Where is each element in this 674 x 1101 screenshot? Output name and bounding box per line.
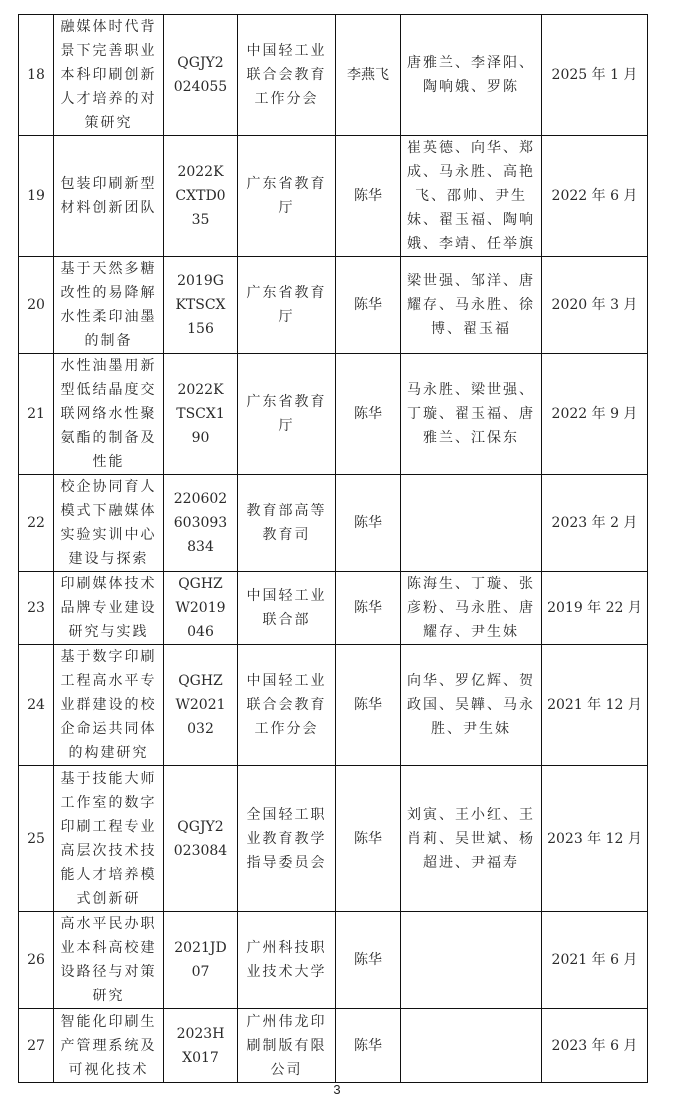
- project-date: 2022 年 9 月: [542, 354, 648, 475]
- project-title: 基于天然多糖改性的易降解水性柔印油墨的制备: [54, 257, 164, 354]
- project-title: 高水平民办职业本科高校建设路径与对策研究: [54, 912, 164, 1009]
- issuing-body: 中国轻工业联合部: [238, 572, 336, 645]
- row-number: 20: [19, 257, 54, 354]
- project-members: 向华、罗亿辉、贺政国、吴韡、马永胜、尹生妹: [401, 645, 542, 766]
- project-members: [401, 912, 542, 1009]
- project-code: QGHZW2019046: [164, 572, 238, 645]
- issuing-body: 教育部高等教育司: [238, 475, 336, 572]
- project-title: 校企协同育人模式下融媒体实验实训中心建设与探索: [54, 475, 164, 572]
- project-date: 2021 年 12 月: [542, 645, 648, 766]
- project-date: 2021 年 6 月: [542, 912, 648, 1009]
- issuing-body: 广州伟龙印刷制版有限公司: [238, 1009, 336, 1083]
- project-code: 2019GKTSCX156: [164, 257, 238, 354]
- project-code: 2021JD07: [164, 912, 238, 1009]
- project-members: 马永胜、梁世强、丁璇、翟玉福、唐雅兰、江保东: [401, 354, 542, 475]
- project-members: 刘寅、王小红、王肖莉、吴世斌、杨超进、尹福寿: [401, 766, 542, 912]
- row-number: 26: [19, 912, 54, 1009]
- project-leader: 陈华: [336, 354, 401, 475]
- project-leader: 陈华: [336, 136, 401, 257]
- table-row: [19, 15, 648, 136]
- table-row: [19, 572, 648, 645]
- row-number: 25: [19, 766, 54, 912]
- row-number: 23: [19, 572, 54, 645]
- project-title: 智能化印刷生产管理系统及可视化技术: [54, 1009, 164, 1083]
- project-title: 融媒体时代背景下完善职业本科印刷创新人才培养的对策研究: [54, 15, 164, 136]
- row-number: 21: [19, 354, 54, 475]
- issuing-body: 广州科技职业技术大学: [238, 912, 336, 1009]
- issuing-body: 广东省教育厅: [238, 257, 336, 354]
- project-date: 2023 年 12 月: [542, 766, 648, 912]
- row-number: 24: [19, 645, 54, 766]
- table-row: [19, 766, 648, 912]
- project-date: 2025 年 1 月: [542, 15, 648, 136]
- row-number: 22: [19, 475, 54, 572]
- project-date: 2020 年 3 月: [542, 257, 648, 354]
- project-leader: 陈华: [336, 766, 401, 912]
- table-row: [19, 354, 648, 475]
- project-date: 2019 年 22 月: [542, 572, 648, 645]
- project-members: 崔英德、向华、郑成、马永胜、高艳飞、邵帅、尹生妹、翟玉福、陶响娥、李靖、任举旗: [401, 136, 542, 257]
- project-table: [18, 14, 648, 1083]
- project-date: 2023 年 2 月: [542, 475, 648, 572]
- project-title: 水性油墨用新型低结晶度交联网络水性聚氨酯的制备及性能: [54, 354, 164, 475]
- project-code: 2023HX017: [164, 1009, 238, 1083]
- project-code: QGJY2023084: [164, 766, 238, 912]
- project-leader: 陈华: [336, 257, 401, 354]
- page-number: 3: [333, 1082, 341, 1097]
- project-members: 唐雅兰、李泽阳、陶响娥、罗陈: [401, 15, 542, 136]
- row-number: 27: [19, 1009, 54, 1083]
- project-code: 220602603093834: [164, 475, 238, 572]
- table-row: [19, 645, 648, 766]
- project-code: 2022KCXTD035: [164, 136, 238, 257]
- issuing-body: 中国轻工业联合会教育工作分会: [238, 645, 336, 766]
- project-code: QGJY2024055: [164, 15, 238, 136]
- row-number: 19: [19, 136, 54, 257]
- project-leader: 陈华: [336, 645, 401, 766]
- issuing-body: 全国轻工职业教育教学指导委员会: [238, 766, 336, 912]
- project-date: 2023 年 6 月: [542, 1009, 648, 1083]
- project-leader: 陈华: [336, 1009, 401, 1083]
- issuing-body: 广东省教育厅: [238, 136, 336, 257]
- table-row: [19, 475, 648, 572]
- project-members: 梁世强、邹洋、唐耀存、马永胜、徐博、翟玉福: [401, 257, 542, 354]
- project-code: 2022KTSCX190: [164, 354, 238, 475]
- table-row: [19, 257, 648, 354]
- project-members: [401, 475, 542, 572]
- project-leader: 陈华: [336, 475, 401, 572]
- table-row: [19, 912, 648, 1009]
- issuing-body: 中国轻工业联合会教育工作分会: [238, 15, 336, 136]
- issuing-body: 广东省教育厅: [238, 354, 336, 475]
- row-number: 18: [19, 15, 54, 136]
- table-row: [19, 136, 648, 257]
- project-code: QGHZW2021032: [164, 645, 238, 766]
- project-members: 陈海生、丁璇、张彦粉、马永胜、唐耀存、尹生妹: [401, 572, 542, 645]
- table-row: [19, 1009, 648, 1083]
- project-leader: 陈华: [336, 912, 401, 1009]
- project-leader: 陈华: [336, 572, 401, 645]
- project-title: 印刷媒体技术品牌专业建设研究与实践: [54, 572, 164, 645]
- project-date: 2022 年 6 月: [542, 136, 648, 257]
- project-title: 包装印刷新型材料创新团队: [54, 136, 164, 257]
- project-members: [401, 1009, 542, 1083]
- project-title: 基于数字印刷工程高水平专业群建设的校企命运共同体的构建研究: [54, 645, 164, 766]
- project-leader: 李燕飞: [336, 15, 401, 136]
- project-title: 基于技能大师工作室的数字印刷工程专业高层次技术技能人才培养模式创新研: [54, 766, 164, 912]
